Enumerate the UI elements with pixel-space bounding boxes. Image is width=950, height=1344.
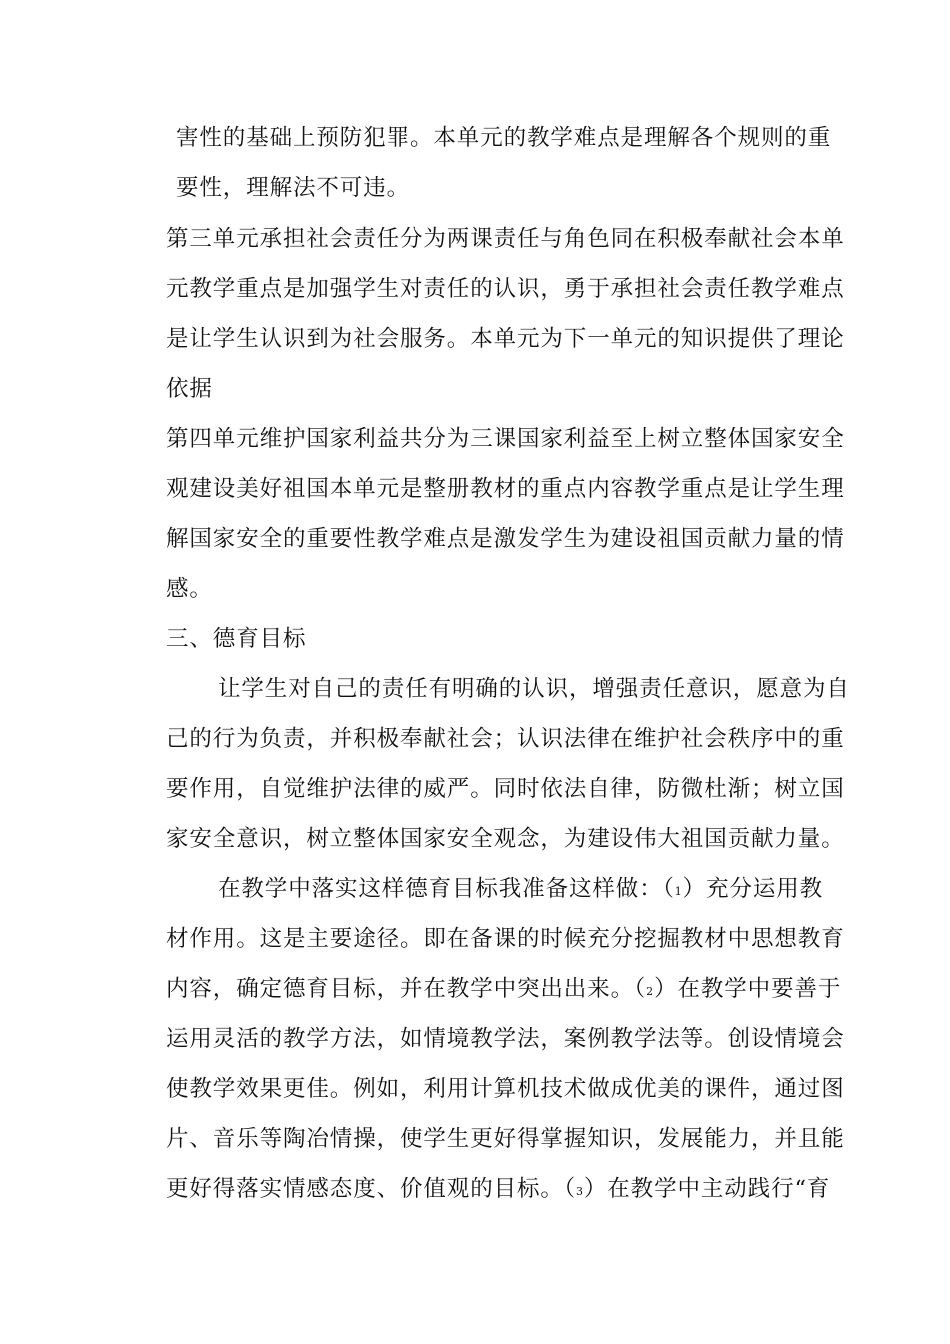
unit-four-line-3: 解国家安全的重要性教学难点是激发学生为建设祖国贡献力量的情	[166, 526, 845, 552]
implementation-line-5: 使教学效果更佳。例如，利用计算机技术做成优美的课件，通过图	[166, 1076, 845, 1102]
implementation-line-2: 材作用。这是主要途径。即在备课的时候充分挖掘教材中思想教育	[166, 926, 845, 952]
moral-goal-line-1: 让学生对自己的责任有明确的认识，增强责任意识，愿意为自	[218, 676, 850, 702]
list-marker-number-3: 3	[575, 1185, 584, 1198]
implementation-line-6: 片、音乐等陶冶情操，使学生更好得掌握知识，发展能力，并且能	[166, 1126, 845, 1152]
implementation-line-3	[166, 974, 842, 1007]
list-marker-open-3: （	[563, 1176, 576, 1202]
list-marker-number-2: 2	[646, 985, 655, 998]
implementation-line-4: 运用灵活的教学方法，如情境教学法，案例教学法等。创设情境会	[166, 1026, 845, 1052]
list-marker-number-1: 1	[674, 885, 683, 898]
implementation-line-1	[218, 874, 878, 907]
implementation-line-7-text: 更好得落实情感态度、价值观的目标。	[166, 1176, 564, 1202]
text-line-2: 要性，理解法不可违。	[176, 175, 411, 201]
moral-goal-line-4: 家安全意识，树立整体国家安全观念，为建设伟大祖国贡献力量。	[166, 826, 845, 852]
implementation-point-2-text: ）在教学中要善于	[654, 976, 842, 1002]
implementation-intro-text: 在教学中落实这样德育目标我准备这样做：	[218, 876, 663, 902]
implementation-point-3-text: ）在教学中主动践行“育	[583, 1176, 831, 1202]
unit-three-line-4: 依据	[166, 376, 213, 402]
unit-four-line-4: 感。	[166, 576, 213, 602]
text-line-1: 害性的基础上预防犯罪。本单元的教学难点是理解各个规则的重	[176, 125, 832, 151]
implementation-point-1-text: ）充分运用教	[682, 876, 824, 902]
list-marker-open-2: （	[634, 976, 647, 1002]
unit-three-line-1: 第三单元承担社会责任分为两课责任与角色同在积极奉献社会本单	[166, 226, 845, 252]
implementation-line-3-text: 内容，确定德育目标，并在教学中突出出来。	[166, 976, 635, 1002]
unit-three-line-3: 是让学生认识到为社会服务。本单元为下一单元的知识提供了理论	[166, 326, 845, 352]
unit-three-line-2: 元教学重点是加强学生对责任的认识，勇于承担社会责任教学难点	[166, 276, 845, 302]
unit-four-line-1: 第四单元维护国家利益共分为三课国家利益至上树立整体国家安全	[166, 426, 845, 452]
implementation-line-7	[166, 1174, 831, 1207]
section-heading-moral-goals: 三、德育目标	[166, 626, 307, 652]
moral-goal-line-3: 要作用，自觉维护法律的威严。同时依法自律，防微杜渐；树立国	[166, 776, 845, 802]
moral-goal-line-2: 己的行为负责，并积极奉献社会；认识法律在维护社会秩序中的重	[166, 726, 845, 752]
unit-four-line-2: 观建设美好祖国本单元是整册教材的重点内容教学重点是让学生理	[166, 476, 845, 502]
list-marker-open-1: （	[662, 876, 675, 902]
